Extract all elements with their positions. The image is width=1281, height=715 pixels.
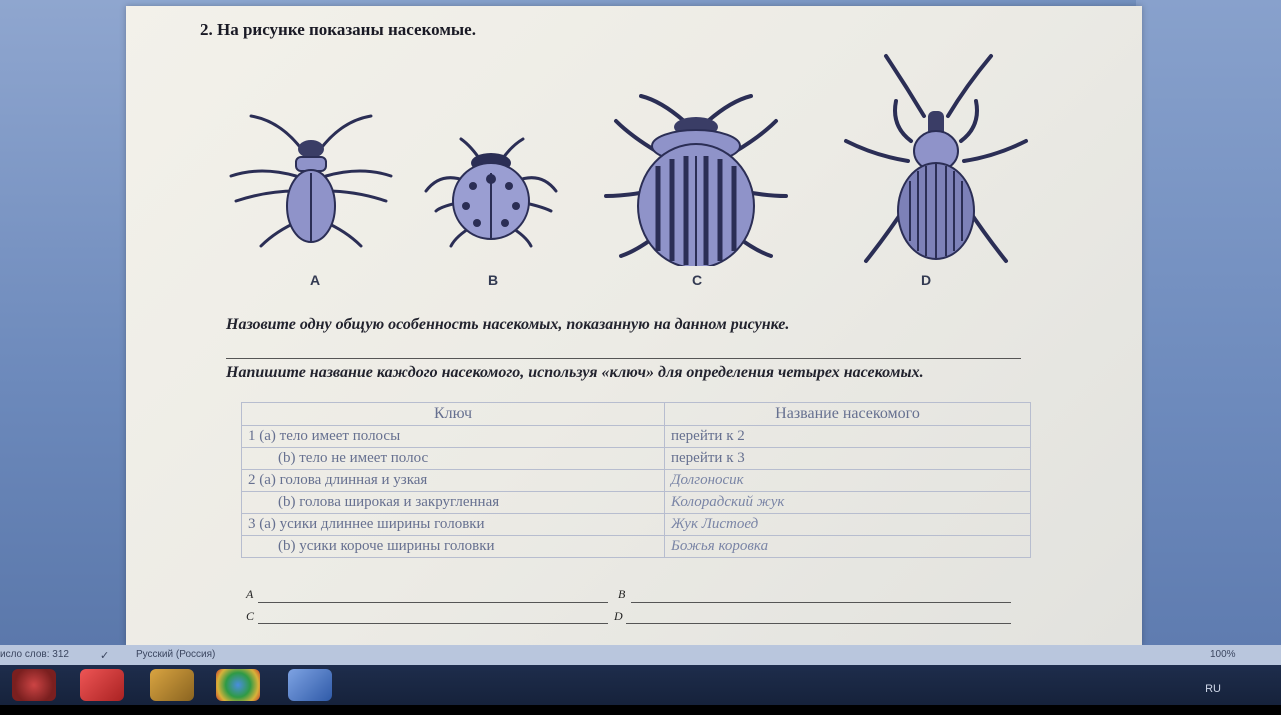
question-prompt-names: Напишите название каждого насекомого, используя «ключ» для определения четырех насекомых.	[226, 364, 924, 381]
table-row	[242, 448, 1031, 470]
ladybug-icon	[411, 51, 571, 251]
name-cell: Жук Листоед	[665, 514, 1031, 536]
weevil-icon	[836, 46, 1036, 271]
name-cell: перейти к 3	[665, 448, 1031, 470]
header-key: Ключ	[242, 403, 665, 426]
key-cell: 1 (a) тело имеет полосы	[242, 426, 665, 448]
identification-key-table	[241, 402, 1031, 558]
word-icon[interactable]	[288, 669, 332, 701]
language-tray[interactable]: RU	[1205, 683, 1221, 695]
answer-d-line[interactable]	[626, 623, 1011, 624]
word-count[interactable]: исло слов: 312	[0, 649, 69, 660]
name-cell: Долгоносик	[665, 470, 1031, 492]
answer-d-label: D	[614, 609, 623, 623]
answer-c-line[interactable]	[258, 623, 608, 624]
key-cell: (b) голова широкая и закругленная	[242, 492, 665, 514]
table-row	[242, 470, 1031, 492]
colorado-beetle-icon	[596, 51, 796, 266]
table-header-row	[242, 403, 1031, 426]
question-title: 2. На рисунке показаны насекомые.	[200, 20, 476, 39]
name-cell: перейти к 2	[665, 426, 1031, 448]
proofing-icon[interactable]: ✓	[100, 650, 110, 662]
desktop-background-left	[0, 0, 130, 645]
table-row	[242, 514, 1031, 536]
insect-label-c: C	[692, 272, 703, 288]
taskbar	[0, 665, 1281, 705]
document-page	[126, 6, 1142, 646]
word-status-bar	[0, 645, 1281, 665]
explorer-icon[interactable]	[150, 669, 194, 701]
screen-bezel	[0, 705, 1281, 715]
answer-c-label: C	[246, 609, 255, 623]
chrome-icon[interactable]	[216, 669, 260, 701]
desktop-background-right	[1136, 0, 1281, 645]
media-player-icon[interactable]	[12, 669, 56, 701]
name-cell: Колорадский жук	[665, 492, 1031, 514]
insect-label-d: D	[921, 272, 932, 288]
answer-line[interactable]	[226, 358, 1021, 359]
header-insect-name: Название насекомого	[665, 403, 1031, 426]
key-cell: 3 (a) усики длиннее ширины головки	[242, 514, 665, 536]
answer-b-line[interactable]	[631, 602, 1011, 603]
key-cell: 2 (a) голова длинная и узкая	[242, 470, 665, 492]
key-cell: (b) усики короче ширины головки	[242, 536, 665, 558]
table-row	[242, 492, 1031, 514]
key-cell: (b) тело не имеет полос	[242, 448, 665, 470]
answer-a-label: A	[246, 587, 254, 601]
table-row	[242, 426, 1031, 448]
yandex-browser-icon[interactable]	[80, 669, 124, 701]
table-row	[242, 536, 1031, 558]
name-cell: Божья коровка	[665, 536, 1031, 558]
answer-a-line[interactable]	[258, 602, 608, 603]
language-indicator[interactable]: Русский (Россия)	[136, 649, 216, 660]
answer-b-label: B	[618, 587, 626, 601]
insect-label-b: B	[488, 272, 499, 288]
question-prompt-feature: Назовите одну общую особенность насекомых, показанную на данном рисунке.	[226, 316, 790, 333]
leaf-beetle-icon	[221, 51, 401, 251]
zoom-level[interactable]: 100%	[1210, 649, 1236, 660]
insect-label-a: A	[310, 272, 321, 288]
